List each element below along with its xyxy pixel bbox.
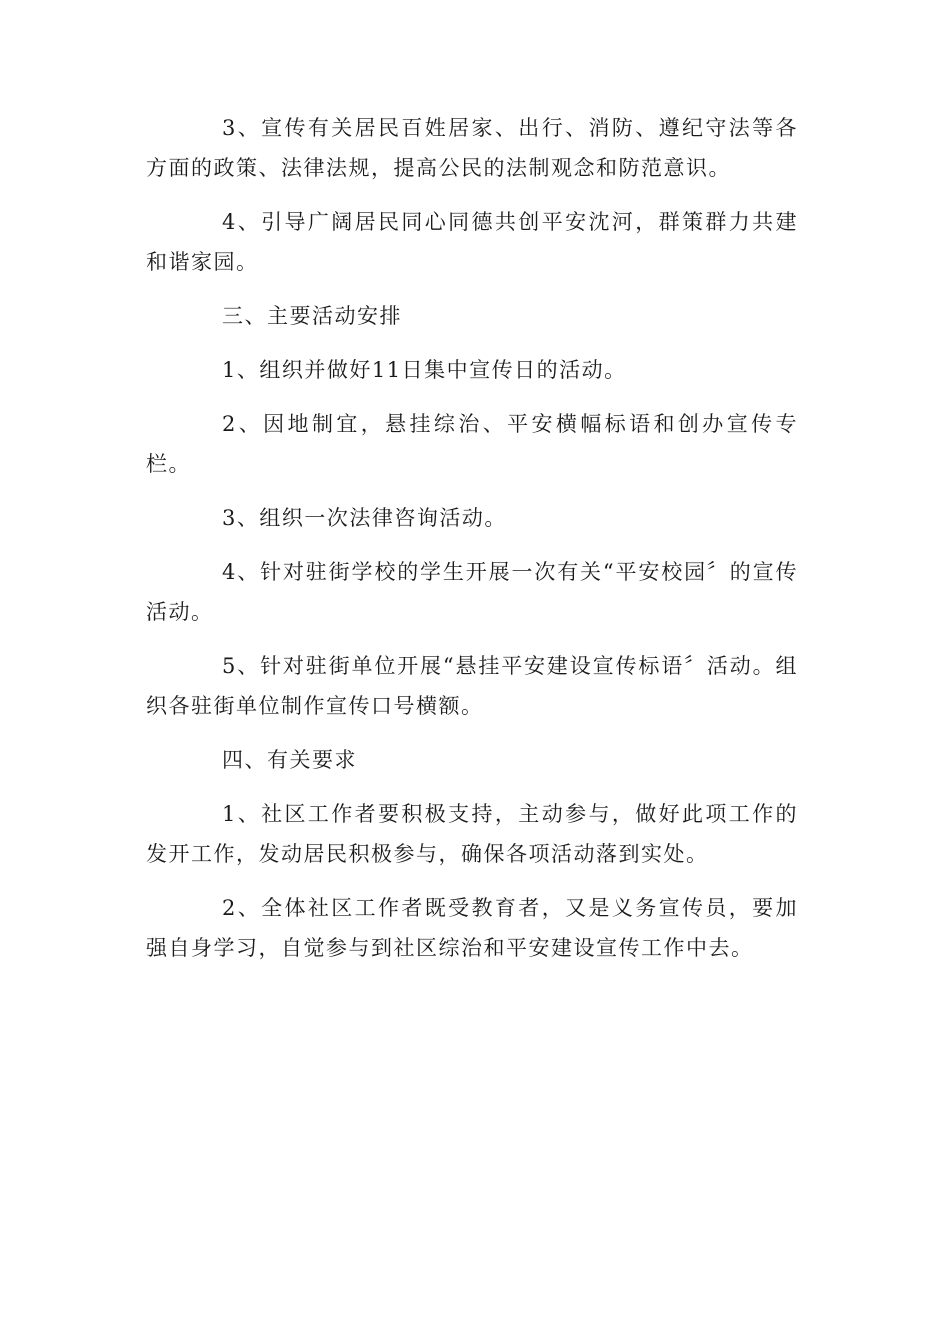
paragraph-activity-5: 5、针对驻街单位开展“悬挂平安建设宣传标语〞活动。组织各驻街单位制作宣传口号横额。 [146,654,798,718]
paragraph-activity-2: 2、因地制宜，悬挂综治、平安横幅标语和创办宣传专栏。 [146,412,798,476]
paragraph-requirement-2: 2、全体社区工作者既受教育者，又是义务宣传员，要加强自身学习，自觉参与到社区综治和平安建设宣传工作中去。 [146,896,798,960]
paragraph-publicize-policies: 3、宣传有关居民百姓居家、出行、消防、遵纪守法等各方面的政策、法律法规，提高公民的法制观念和防范意识。 [146,116,798,180]
paragraph-requirement-1: 1、社区工作者要积极支持，主动参与，做好此项工作的发开工作，发动居民积极参与，确保各项活动落到实处。 [146,802,798,866]
paragraph-activity-1: 1、组织并做好11日集中宣传日的活动。 [222,358,627,382]
section-heading-activities: 三、主要活动安排 [222,304,402,328]
section-heading-requirements: 四、有关要求 [222,748,357,772]
paragraph-activity-4: 4、针对驻街学校的学生开展一次有关“平安校园〞的宣传活动。 [146,560,798,624]
paragraph-activity-3: 3、组织一次法律咨询活动。 [222,506,507,530]
paragraph-guide-residents: 4、引导广阔居民同心同德共创平安沈河，群策群力共建和谐家园。 [146,210,798,274]
document-body [146,108,798,968]
